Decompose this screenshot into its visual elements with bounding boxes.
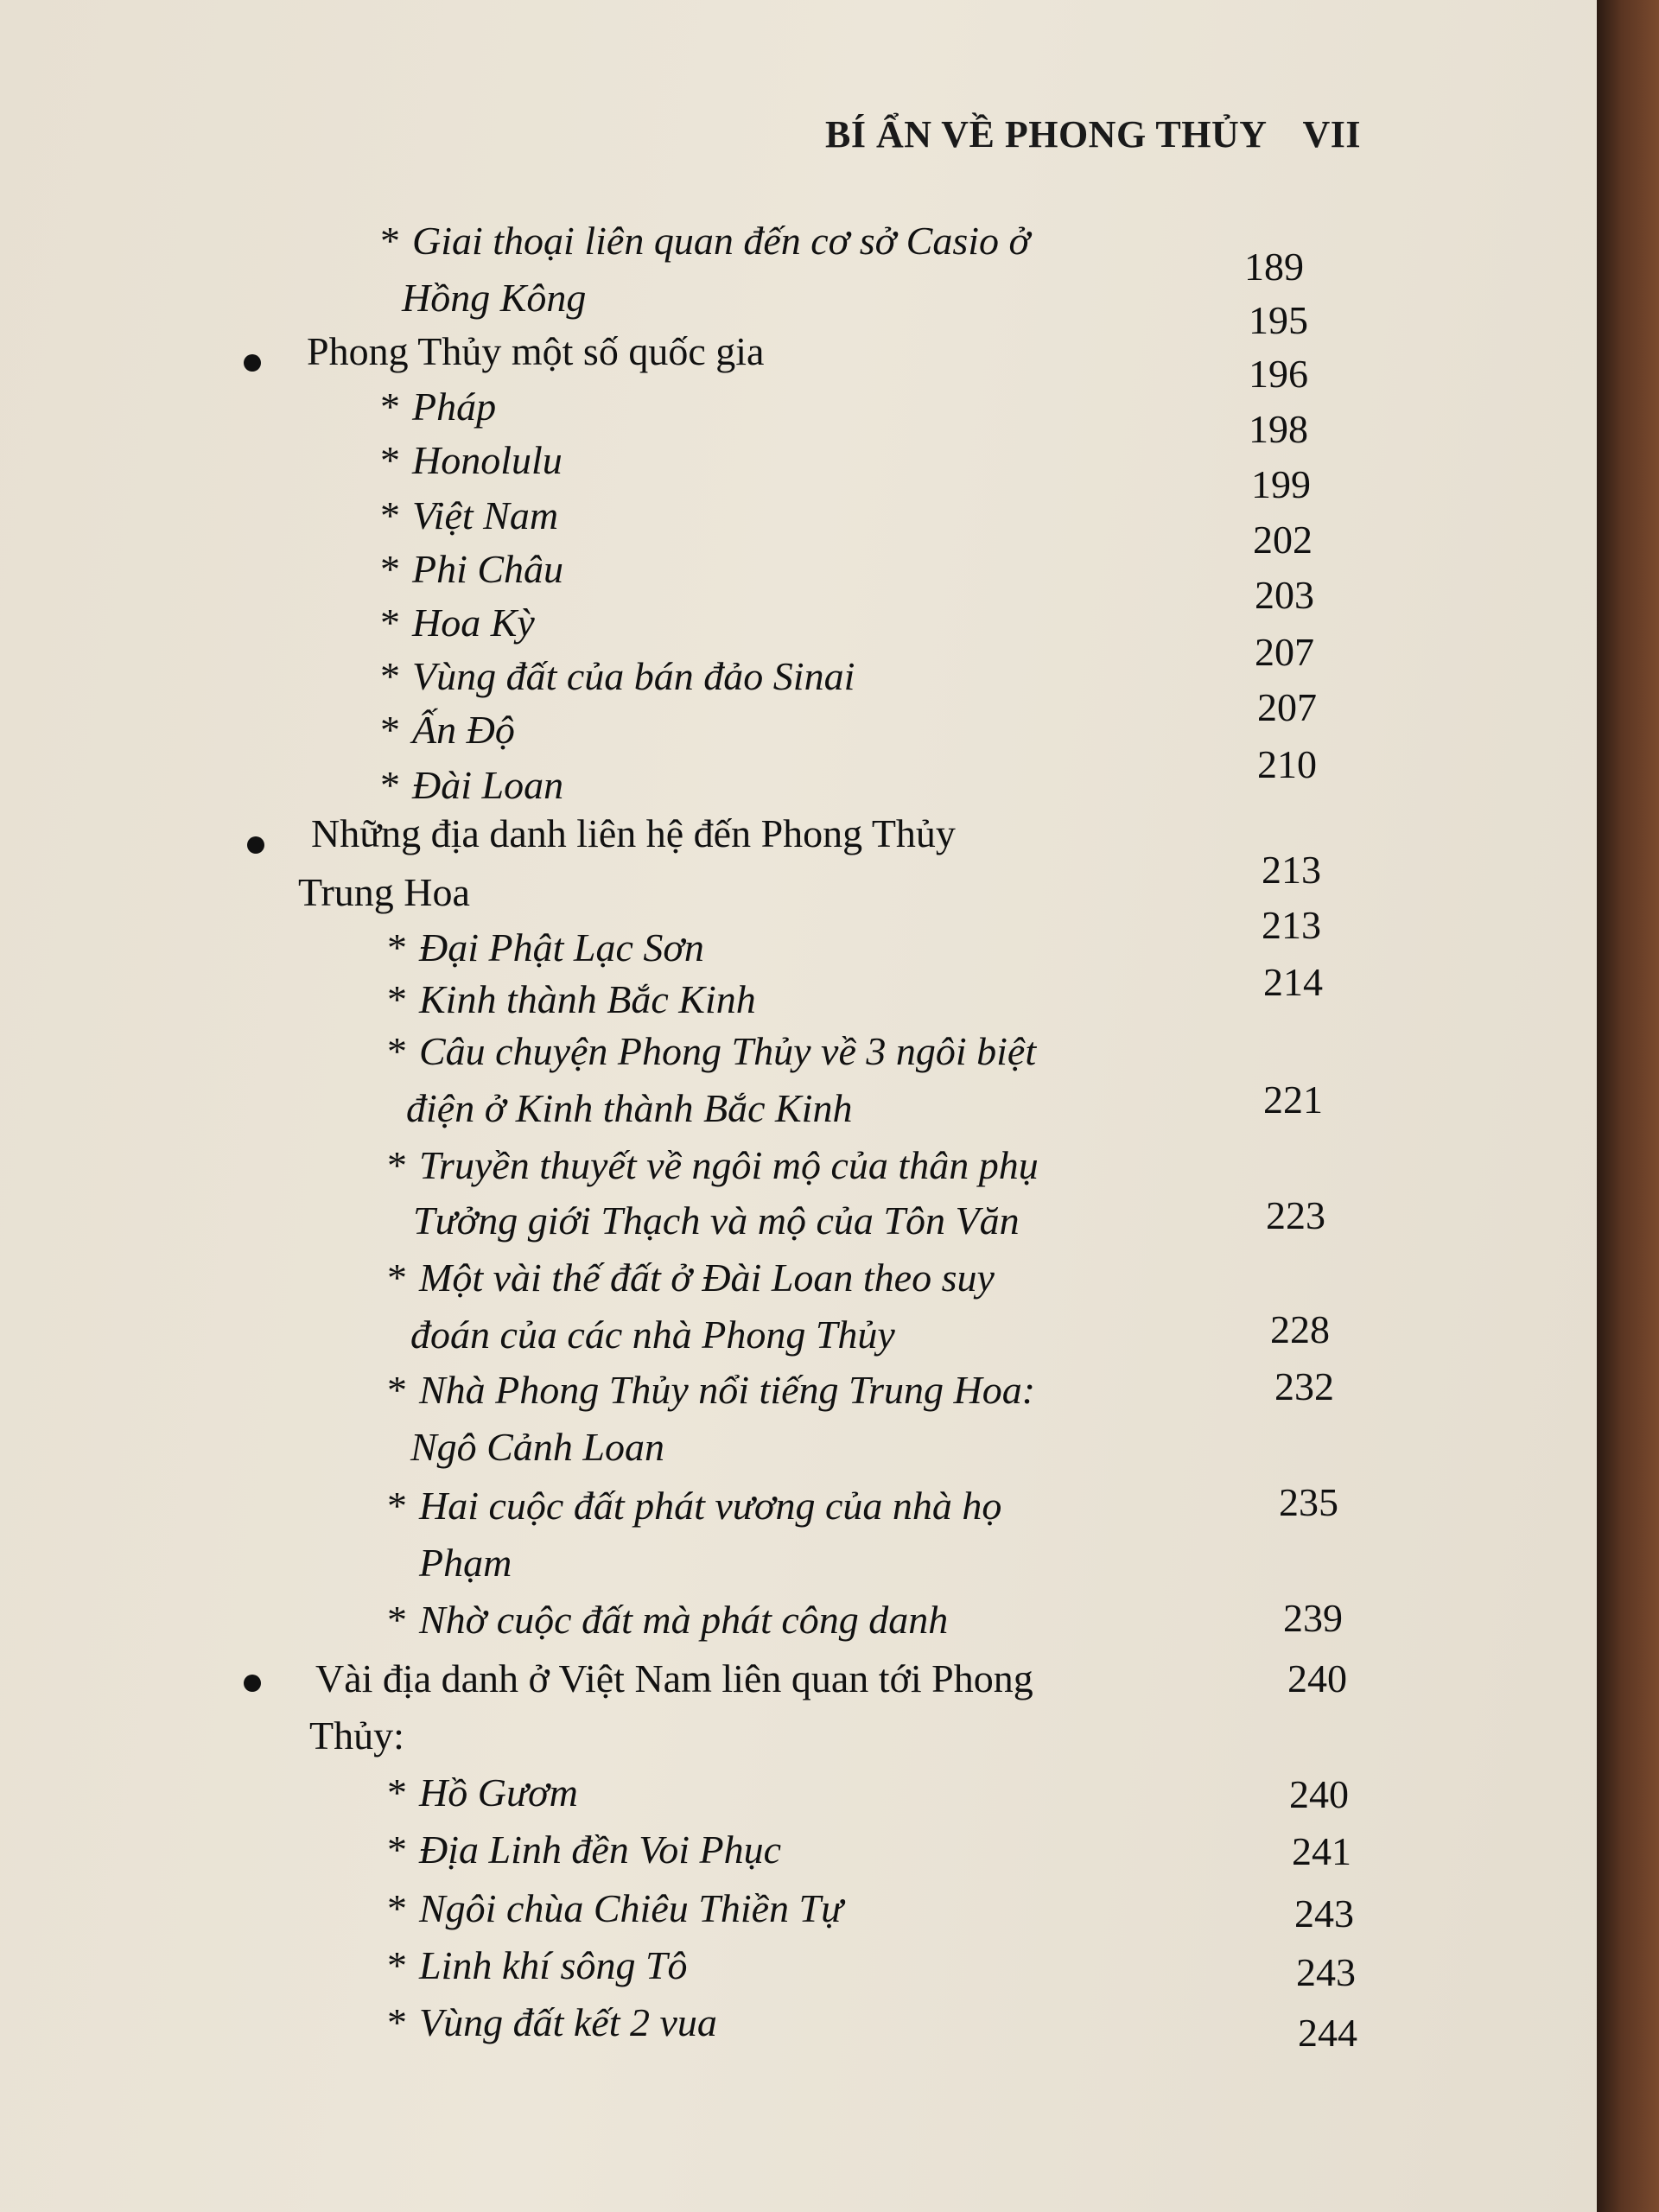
toc-entry-hoa-ky: * Hoa Kỳ	[380, 601, 535, 645]
toc-entry-nha-ho-pham: * Hai cuộc đất phát vương của nhà họ	[387, 1484, 1002, 1528]
toc-entry-casio-line2: Hồng Kông	[402, 276, 587, 320]
toc-entry-ngo-canh-loan-line2: Ngô Cảnh Loan	[410, 1425, 664, 1469]
toc-entry-cong-danh: * Nhờ cuộc đất mà phát công danh	[387, 1598, 949, 1642]
toc-entry-sinai: * Vùng đất của bán đảo Sinai	[380, 654, 855, 698]
bullet-icon	[247, 836, 264, 854]
page-number: 210	[1257, 742, 1317, 786]
toc-entry-song-to: * Linh khí sông Tô	[387, 1943, 688, 1987]
toc-entry-casio: * Giai thoại liên quan đến cơ sở Casio ở	[380, 219, 1031, 263]
toc-entry-the-dat-dai-loan-line2: đoán của các nhà Phong Thủy	[410, 1313, 895, 1357]
toc-entry-nha-ho-pham-line2: Phạm	[419, 1541, 512, 1585]
page-number: 213	[1262, 848, 1321, 892]
page-number: 202	[1253, 518, 1313, 562]
toc-entry-viet-nam: * Việt Nam	[380, 493, 559, 537]
page-number: 244	[1298, 2011, 1357, 2055]
toc-entry-phi-chau: * Phi Châu	[380, 547, 564, 591]
page-number: 213	[1262, 903, 1321, 947]
toc-entry-dai-phat: * Đại Phật Lạc Sơn	[387, 925, 704, 969]
page-number: 243	[1294, 1891, 1354, 1936]
toc-entry-mo-than-phu-line2: Tưởng giới Thạch và mộ của Tôn Văn	[413, 1198, 1020, 1243]
toc-section-china: Những địa danh liên hệ đến Phong Thủy	[311, 811, 956, 855]
page-number: 189	[1244, 245, 1304, 289]
page-number: 223	[1266, 1193, 1325, 1237]
page-folio: VII	[1302, 113, 1361, 156]
book-spine-edge	[1597, 0, 1659, 2212]
page-number: 232	[1274, 1364, 1334, 1408]
page-number: 207	[1255, 630, 1314, 674]
toc-entry-mo-than-phu: * Truyền thuyết về ngôi mộ của thân phụ	[387, 1143, 1039, 1187]
page-number: 199	[1251, 462, 1311, 506]
toc-entry-the-dat-dai-loan: * Một vài thế đất ở Đài Loan theo suy	[387, 1255, 995, 1300]
toc-entry-ngo-canh-loan: * Nhà Phong Thủy nổi tiếng Trung Hoa:	[387, 1368, 1036, 1412]
toc-entry-ho-guom: * Hồ Gươm	[387, 1770, 578, 1815]
toc-section-vietnam-line2: Thủy:	[309, 1713, 404, 1758]
page-number: 239	[1283, 1596, 1343, 1640]
page-number: 196	[1249, 352, 1308, 396]
toc-entry-chieu-thien-tu: * Ngôi chùa Chiêu Thiền Tự	[387, 1886, 843, 1930]
toc-entry-voi-phuc: * Địa Linh đền Voi Phục	[387, 1827, 782, 1872]
toc-entry-kinh-thanh: * Kinh thành Bắc Kinh	[387, 977, 756, 1021]
page-number: 243	[1296, 1950, 1356, 1994]
toc-entry-ba-ngoi-biet-dien: * Câu chuyện Phong Thủy về 3 ngôi biệt	[387, 1029, 1037, 1073]
page-number: 241	[1292, 1829, 1351, 1873]
page-number: 195	[1249, 298, 1308, 342]
toc-entry-honolulu: * Honolulu	[380, 438, 563, 482]
page-number: 228	[1270, 1307, 1330, 1351]
bullet-icon	[244, 354, 261, 372]
toc-entry-ket-2-vua: * Vùng đất kết 2 vua	[387, 2000, 717, 2044]
page-number: 203	[1255, 573, 1314, 617]
toc-section-vietnam: Vài địa danh ở Việt Nam liên quan tới Phong	[315, 1656, 1033, 1700]
page-number: 207	[1257, 685, 1317, 729]
toc-entry-dai-loan: * Đài Loan	[380, 763, 564, 807]
page-number: 235	[1279, 1480, 1338, 1524]
page-number: 240	[1289, 1772, 1349, 1816]
running-header-title: BÍ ẨN VỀ PHONG THỦY	[825, 113, 1268, 156]
toc-section-china-line2: Trung Hoa	[298, 870, 470, 914]
page-number: 198	[1249, 407, 1308, 451]
toc-entry-phap: * Pháp	[380, 385, 497, 429]
toc-section-countries: Phong Thủy một số quốc gia	[307, 329, 765, 373]
bullet-icon	[244, 1675, 261, 1692]
page-number: 214	[1263, 960, 1323, 1004]
toc-entry-ba-ngoi-biet-dien-line2: điện ở Kinh thành Bắc Kinh	[406, 1086, 853, 1130]
toc-entry-an-do: * Ấn Độ	[380, 708, 515, 752]
page-number: 221	[1263, 1077, 1323, 1122]
page-number: 240	[1287, 1656, 1347, 1700]
